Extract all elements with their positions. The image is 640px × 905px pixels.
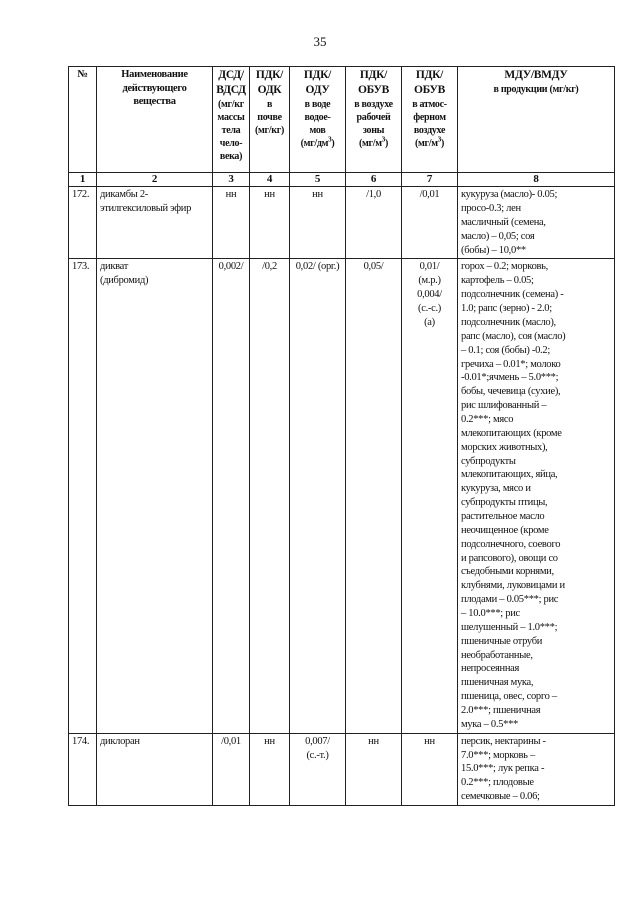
mdu-value-line: морских животных),: [461, 441, 548, 453]
mdu-value-line: пшеничная мука,: [461, 677, 534, 689]
atmospheric-air-value-line: (а): [424, 316, 435, 328]
page-number: 35: [313, 34, 327, 49]
mdu-value-line: горох – 0.2; морковь,: [461, 261, 548, 273]
mdu-value-line: 15.0***; лук репка -: [461, 763, 545, 775]
row-number: 173.: [69, 259, 97, 733]
mdu-value-line: пшеница, овес, сорго –: [461, 691, 557, 703]
soil-value: [250, 733, 290, 805]
water-value-line: (с.-т.): [306, 749, 329, 761]
substance-name-line: этилгексиловый эфир: [100, 203, 192, 215]
atmospheric-air-value-line: (с.-с.): [418, 303, 441, 315]
dsd-value-line: нн: [225, 189, 237, 201]
mdu-value: [458, 187, 615, 259]
work-air-value-line: 0,05/: [363, 261, 384, 273]
work-air-value: [346, 259, 402, 733]
water-value-line: 0,02/ (орг.): [295, 261, 340, 273]
dsd-value: [213, 187, 250, 259]
atmospheric-air-value-line: нн: [424, 735, 435, 747]
table-row: [69, 187, 615, 259]
mdu-value-line: 1.0; рапс (зерно) - 2.0;: [461, 303, 552, 315]
work-air-value: [346, 733, 402, 805]
header-substance-name: Наименование действующего вещества: [97, 67, 213, 173]
column-numbers-row: [69, 173, 615, 187]
mdu-value-line: и рапсового), овощи со: [461, 552, 558, 564]
mdu-value-line: клубнями, луковицами и: [461, 580, 565, 592]
row-number: 172.: [69, 187, 97, 259]
mdu-value-line: 0.2***; плодовые: [461, 777, 534, 789]
mdu-value-line: неочищенное (кроме: [461, 524, 549, 536]
mdu-value-line: млекопитающих, яйца,: [461, 469, 558, 481]
soil-value: [250, 187, 290, 259]
column-number: 6: [346, 173, 402, 187]
atmospheric-air-value-line: 0,01/: [419, 261, 440, 273]
column-number: 5: [290, 173, 346, 187]
atmospheric-air-value-line: (м.р.): [418, 275, 441, 287]
mdu-value-line: 2.0***; пшеничная: [461, 704, 541, 716]
table-row: [69, 259, 615, 733]
header-work-air: ПДК/ ОБУВ в воздухе рабочей зоны $(мг/м^3)$: [346, 67, 402, 173]
pesticide-table: [68, 66, 615, 806]
mdu-value-line: подсолнечник (масло),: [461, 316, 556, 328]
column-number: 1: [69, 173, 97, 187]
header-dsd: ДСД/ ВДСД (мг/кг массы тела чело- века): [213, 67, 250, 173]
mdu-value-line: съедобными корнями,: [461, 566, 554, 578]
mdu-value-line: 7.0***; морковь –: [461, 749, 535, 761]
column-number: 8: [458, 173, 615, 187]
water-value-line: нн: [312, 189, 323, 201]
water-value-line: 0,007/: [305, 735, 330, 747]
header-water: ПДК/ ОДУ в воде водое- мов $(мг/дм^3)$: [290, 67, 346, 173]
soil-value-line: /0,2: [262, 261, 277, 273]
mdu-value-line: пшеничные отруби: [461, 635, 543, 647]
mdu-value-line: кукуруза, мясо и: [461, 483, 531, 495]
mdu-value: [458, 259, 615, 733]
soil-value-line: нн: [264, 189, 275, 201]
atmospheric-air-value: [402, 733, 458, 805]
mdu-value-line: подсолнечного, соевого: [461, 538, 561, 550]
column-number: 2: [97, 173, 213, 187]
table-row: [69, 733, 615, 805]
mdu-value-line: подсолнечник (семена) -: [461, 289, 564, 301]
substance-name: [97, 259, 213, 733]
substance-name-line: (дибромид): [100, 275, 149, 287]
water-value: [290, 733, 346, 805]
substance-name-line: дикват: [100, 261, 129, 273]
substance-name: [97, 733, 213, 805]
atmospheric-air-value: [402, 187, 458, 259]
mdu-value-line: рапс (масло), соя (масло): [461, 330, 566, 342]
mdu-value-line: персик, нектарины -: [461, 735, 546, 747]
mdu-value: [458, 733, 615, 805]
mdu-value-line: просо-0.3; лен: [461, 203, 521, 215]
mdu-value-line: субпродукты птицы,: [461, 497, 548, 509]
mdu-value-line: плодами – 0.05***; рис: [461, 594, 559, 606]
soil-value-line: нн: [264, 735, 275, 747]
row-number: 174.: [69, 733, 97, 805]
water-value: [290, 187, 346, 259]
mdu-value-line: мука – 0.5***: [461, 718, 518, 730]
mdu-value-line: кукуруза (масло)- 0.05;: [461, 189, 558, 201]
soil-value: [250, 259, 290, 733]
mdu-value-line: бобы, чечевица (сухие),: [461, 386, 561, 398]
substance-name: [97, 187, 213, 259]
atmospheric-air-value-line: 0,004/: [417, 289, 442, 301]
mdu-value-line: -0.01*;ячмень – 5.0***;: [461, 372, 559, 384]
work-air-value: [346, 187, 402, 259]
mdu-value-line: масличный (семена,: [461, 216, 546, 228]
mdu-value-line: необработанные,: [461, 649, 533, 661]
mdu-value-line: семечковые – 0.06;: [461, 791, 540, 803]
substance-name-line: дикамбы 2-: [100, 189, 148, 201]
mdu-value-line: картофель – 0.05;: [461, 275, 534, 287]
dsd-value-line: /0,01: [221, 735, 241, 747]
dsd-value: [213, 733, 250, 805]
mdu-value-line: непросеянная: [461, 663, 520, 675]
mdu-value-line: шелушенный – 1.0***;: [461, 621, 558, 633]
mdu-value-line: рис шлифованный –: [461, 400, 547, 412]
mdu-value-line: – 10.0***; рис: [461, 607, 520, 619]
substance-name-line: диклоран: [100, 735, 140, 747]
mdu-value-line: субпродукты: [461, 455, 516, 467]
work-air-value-line: нн: [368, 735, 379, 747]
mdu-value-line: 0.2***; мясо: [461, 413, 514, 425]
header-soil: ПДК/ ОДК в почве (мг/кг): [250, 67, 290, 173]
mdu-value-line: – 0.1; соя (бобы) -0.2;: [461, 344, 550, 356]
work-air-value-line: /1,0: [366, 189, 381, 201]
dsd-value: [213, 259, 250, 733]
header-mdu: МДУ/ВМДУ в продукции (мг/кг): [458, 67, 615, 173]
mdu-value-line: млекопитающих (кроме: [461, 427, 562, 439]
mdu-value-line: (бобы) – 10,0**: [461, 244, 526, 256]
atmospheric-air-value-line: /0,01: [419, 189, 440, 201]
water-value: [290, 259, 346, 733]
atmospheric-air-value: [402, 259, 458, 733]
column-number: 4: [250, 173, 290, 187]
mdu-value-line: гречиха – 0.01*; молоко: [461, 358, 561, 370]
header-number: №: [69, 67, 97, 173]
header-atmospheric-air: ПДК/ ОБУВ в атмос- ферном воздухе $(мг/м^3)$: [402, 67, 458, 173]
mdu-value-line: растительное масло: [461, 510, 545, 522]
mdu-value-line: масло) – 0,05; соя: [461, 230, 535, 242]
dsd-value-line: 0,002/: [218, 261, 244, 273]
column-number: 7: [402, 173, 458, 187]
column-number: 3: [213, 173, 250, 187]
